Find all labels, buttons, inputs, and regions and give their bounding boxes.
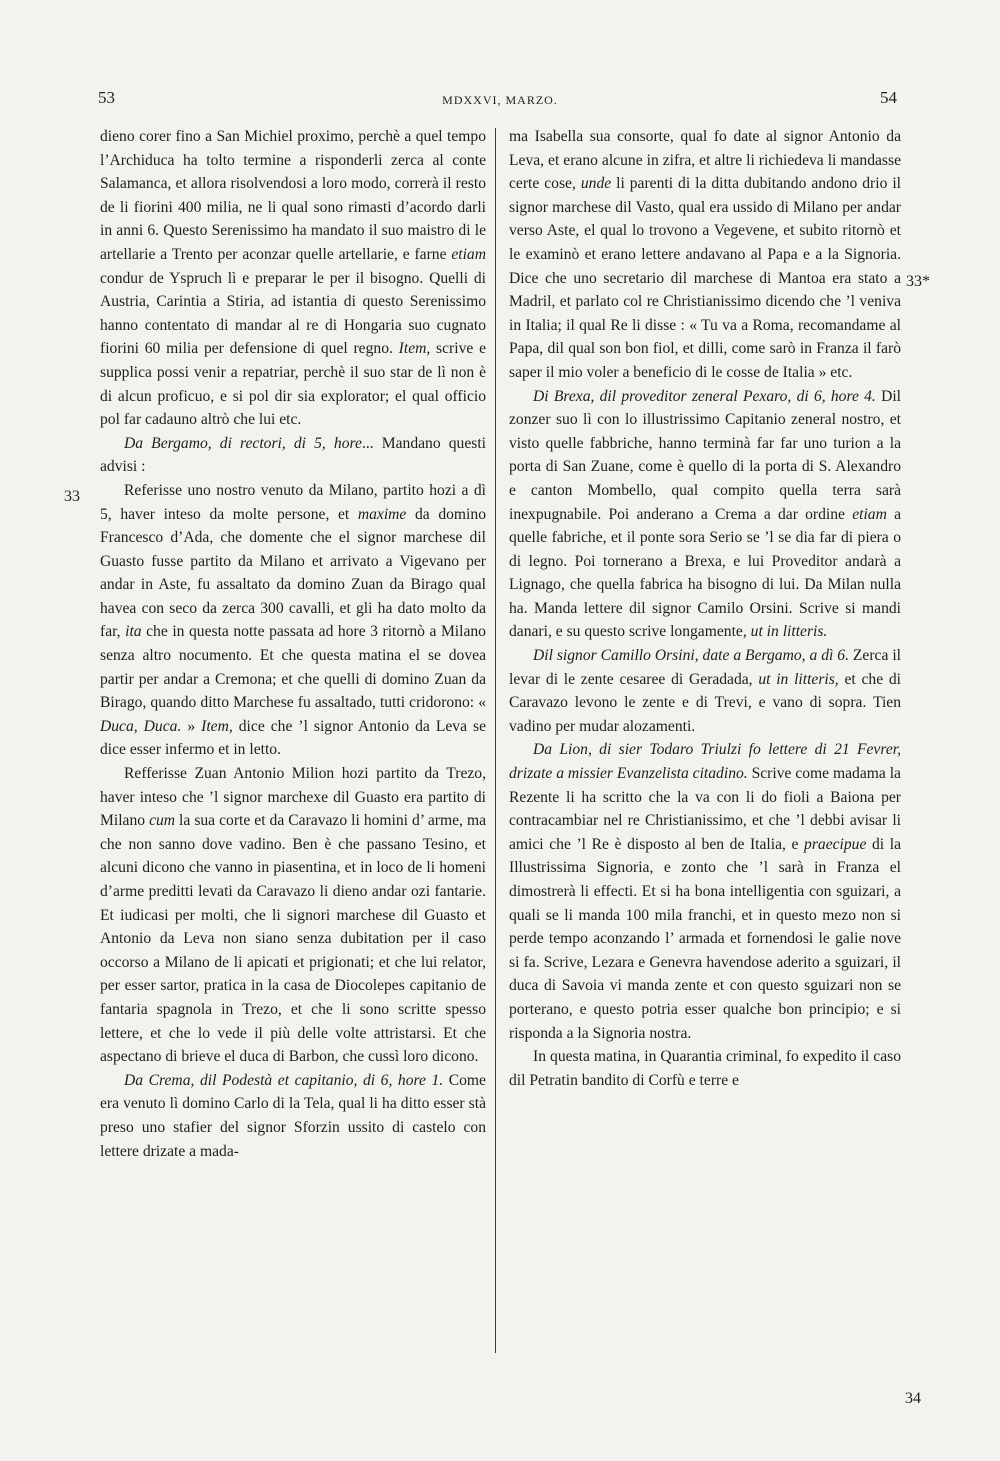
text-run: Come era venuto lì domino Carlo di la Tela, qual li ha ditto esser stà preso uno stafier del signor Sforzin ussito di castelo con lettere drizate a mada-: [100, 1071, 486, 1160]
paragraph: [509, 644, 901, 738]
text-run: Referisse uno nostro venuto da Milano, partito hozi a dì 5, haver inteso da molte persone, et: [100, 481, 486, 523]
text-run: In questa matina, in Quarantia criminal, fo expedito il caso dil Petratin bandito di Corfù e terre e: [509, 1048, 901, 1089]
text-run: che in questa notte passata ad hore 3 ritornò a Milano senza altro nocumento. Et che questa matina el se dovea partir per andar a Cremona; et che quelli di domino Zuan da Birago, quando ditto Marchese fu assaltado, tutti cridorono: «: [100, 623, 486, 712]
text-run: di la Illustrissima Signoria, e zonto che ’l sarà in Franza el dimostrerà li effecti. Et si ha bona intelligentia con sguizari, a quali se li manda 100 mila franchi, et in questo mezo non si perde tempo aconzando l’ armada et fornendosi le galie nove si fa. Scrive, Lezara e Genevra havendose aderito a sguizari, il duca di Savoia vi manda zente et con questo sguizari non se porterano, e questo potria esser qualche bon principio; e si risponda a la Signoria nostra.: [509, 835, 901, 1042]
paragraph: [100, 762, 486, 1069]
paragraph: [509, 738, 901, 1045]
italic-run: etiam: [451, 245, 486, 263]
paragraph: [509, 385, 901, 645]
italic-run: Duca, Duca.: [100, 717, 182, 735]
text-run: a quelle fabriche, et il ponte sora Serio se ’l se dia far di piera o di legno. Poi tornerano a Brexa, e lui Proveditor andarà a Lignago, che quella fabrica ha bisogno di lui. Da Milan nulla ha. Manda lettere dil signor Camilo Orsini. Scrive si mandi danari, e su questo scrive longamente,: [509, 505, 901, 641]
italic-run: Dil signor Camillo Orsini, date a Bergamo, a dì 6.: [533, 647, 849, 665]
text-run: li parenti di la ditta dubitando andono drio il signor marchese dil Vasto, qual era ussido di Milano per andar verso Aste, el qual lo trovono a Vegevene, et subito ritornò et le examinò et erano lettere andavano al Papa e a la Signoria. Dice che uno secretario dil marchese di Mantoa era stato a Madril, et parlato col re Christianissimo dicendo che ’l veniva in Italia; il qual Re li disse : « Tu va a Roma, recomandame al Papa, dil qual son bon fiol, et dilli, come sarò in Franza il farò saper il mio voler a beneficio di le cosse de Italia » etc.: [509, 175, 901, 381]
italic-run: Da Bergamo, di rectori, di 5, hore: [124, 434, 362, 452]
italic-run: Item,: [398, 340, 431, 358]
text-run: la sua corte et da Caravazo li homini d’ arme, ma che non sanno dove vadino. Ben è che passano Tesino, et alcuni dicono che vanno in piasentina, et in loco de li homeni d’arme preditti levati da Caravazo li dieno andar ozi fantarie. Et iudicasi per molti, che li signori marchese dil Guasto et Antonio da Leva non siano senza dubitation per il caso occorso a Milano de li apicati et prigionati; et che lui relator, per esser sartor, pratica in la casa de Diocolepes capitanio de fantaria spagnola in Trezo, et che li sono scritte spesso lettere, et che lo vede il più delle volte attristarsi. Et che aspectano di brieve el duca di Barbon, che cussì loro dicono.: [100, 812, 486, 1066]
text-run: Zerca il levar di le zente cesaree di Geradada,: [509, 647, 901, 688]
italic-run: cum: [149, 812, 176, 830]
running-header-title: MDXXVI, MARZO.: [442, 93, 558, 107]
text-run: condur de Yspruch lì e preparar le per il bisogno. Quelli di Austria, Carintia a Stiria, ad istantia di questo Serenissimo hanno contentato di mandar al re di Hongaria suo cugnato fiorini 60 milia per defensione di quel regno.: [100, 269, 486, 358]
right-text-column: [509, 125, 901, 1092]
paragraph: [100, 432, 486, 479]
italic-run: etiam: [852, 505, 887, 523]
paragraph: [100, 125, 486, 432]
italic-run: Da Lion, di sier Todaro Triulzi fo lettere di 21 Fevrer, drizate a missier Evanzelista citadino.: [509, 741, 901, 783]
text-run: ma Isabella sua consorte, qual fo date al signor Antonio da Leva, et erano alcune in zifra, et altre li richiedeva li mandasse certe cose,: [509, 128, 901, 193]
italic-run: Di Brexa, dil proveditor zeneral Pexaro, di 6, hore 4.: [533, 387, 876, 405]
italic-run: unde: [580, 175, 612, 193]
margin-number-33-star-right: 33*: [906, 273, 930, 290]
italic-run: Da Crema, dil Podestà et capitanio, di 6, hore 1.: [124, 1071, 444, 1089]
margin-number-34-right: 34: [905, 1390, 921, 1407]
paragraph: [509, 1045, 901, 1092]
italic-run: ut in litteris,: [758, 670, 839, 688]
column-divider: [495, 128, 496, 1353]
paragraph: [100, 1069, 486, 1163]
text-run: et che di Caravazo levono le zente e di Trevi, e vano di sopra. Tien vadino per mudar alozamenti.: [509, 670, 901, 735]
text-run: dice che ’l signor Antonio da Leva se dice esser infermo et in letto.: [100, 717, 487, 759]
italic-run: Item,: [201, 717, 233, 735]
left-text-column: [100, 125, 486, 1163]
paragraph: [100, 479, 486, 762]
text-run: Dil zonzer suo lì con lo illustrissimo Capitanio zeneral nostro, et visto quelle fabbriche, hanno terminà far far uno turion a la porta di San Zuane, come è quello di la porta di S. Alexandro e canton Mombello, qual compito quella terra sarà inexpugnabile. Poi anderano a Crema a dar ordine: [509, 387, 901, 523]
italic-run: praecipue: [804, 835, 867, 853]
margin-number-33-left: 33: [64, 488, 80, 505]
italic-run: maxime: [357, 505, 407, 523]
text-run: Refferisse Zuan Antonio Milion hozi partito da Trezo, haver inteso che ’l signor marchexe dil Guasto era partito di Milano: [100, 765, 486, 830]
paragraph: [509, 125, 901, 385]
text-run: »: [181, 717, 202, 735]
text-run: scrive e supplica possi venir a repatriar, perchè il suo star de lì non è di alcun proficuo, e si pol dir sia explorator; el qual officio pol far cadauno altrò che lui etc.: [100, 340, 486, 429]
text-run: dieno corer fino a San Michiel proximo, perchè a quel tempo l’Archiduca ha tolto termine a risponderli zerca al conte Salamanca, et allora risolvendosi a loro modo, correrà il resto de li fiorini 400 milia, ne li qual sono rimasti d’acordo darli in anni 6. Questo Serenissimo ha mandato il suo maistro di le artellarie a Trento per aconzar quelle artellarie, e farne: [100, 128, 486, 263]
italic-run: ita: [125, 623, 142, 641]
text-run: ... Mandano questi advisi :: [100, 434, 486, 476]
right-page-number: 54: [880, 88, 897, 107]
text-run: da domino Francesco d’Ada, che domente che el signor marchese dil Guasto fusse partito da Milano et arrivato a Vigevano per andar in Aste, fu assaltato da domino Zuan da Birago qual havea con seco da zerca 300 cavalli, et gli ha dato molto da far,: [100, 505, 486, 641]
text-run: Scrive come madama la Rezente li ha scritto che la va con li do fioli a Baiona per contracambiar nel re Christianissimo, et che ’l debbi avisar li amici che ’l Re è disposto al ben de Italia, e: [509, 765, 901, 853]
left-page-number: 53: [98, 88, 115, 107]
italic-run: ut in litteris.: [750, 623, 828, 641]
